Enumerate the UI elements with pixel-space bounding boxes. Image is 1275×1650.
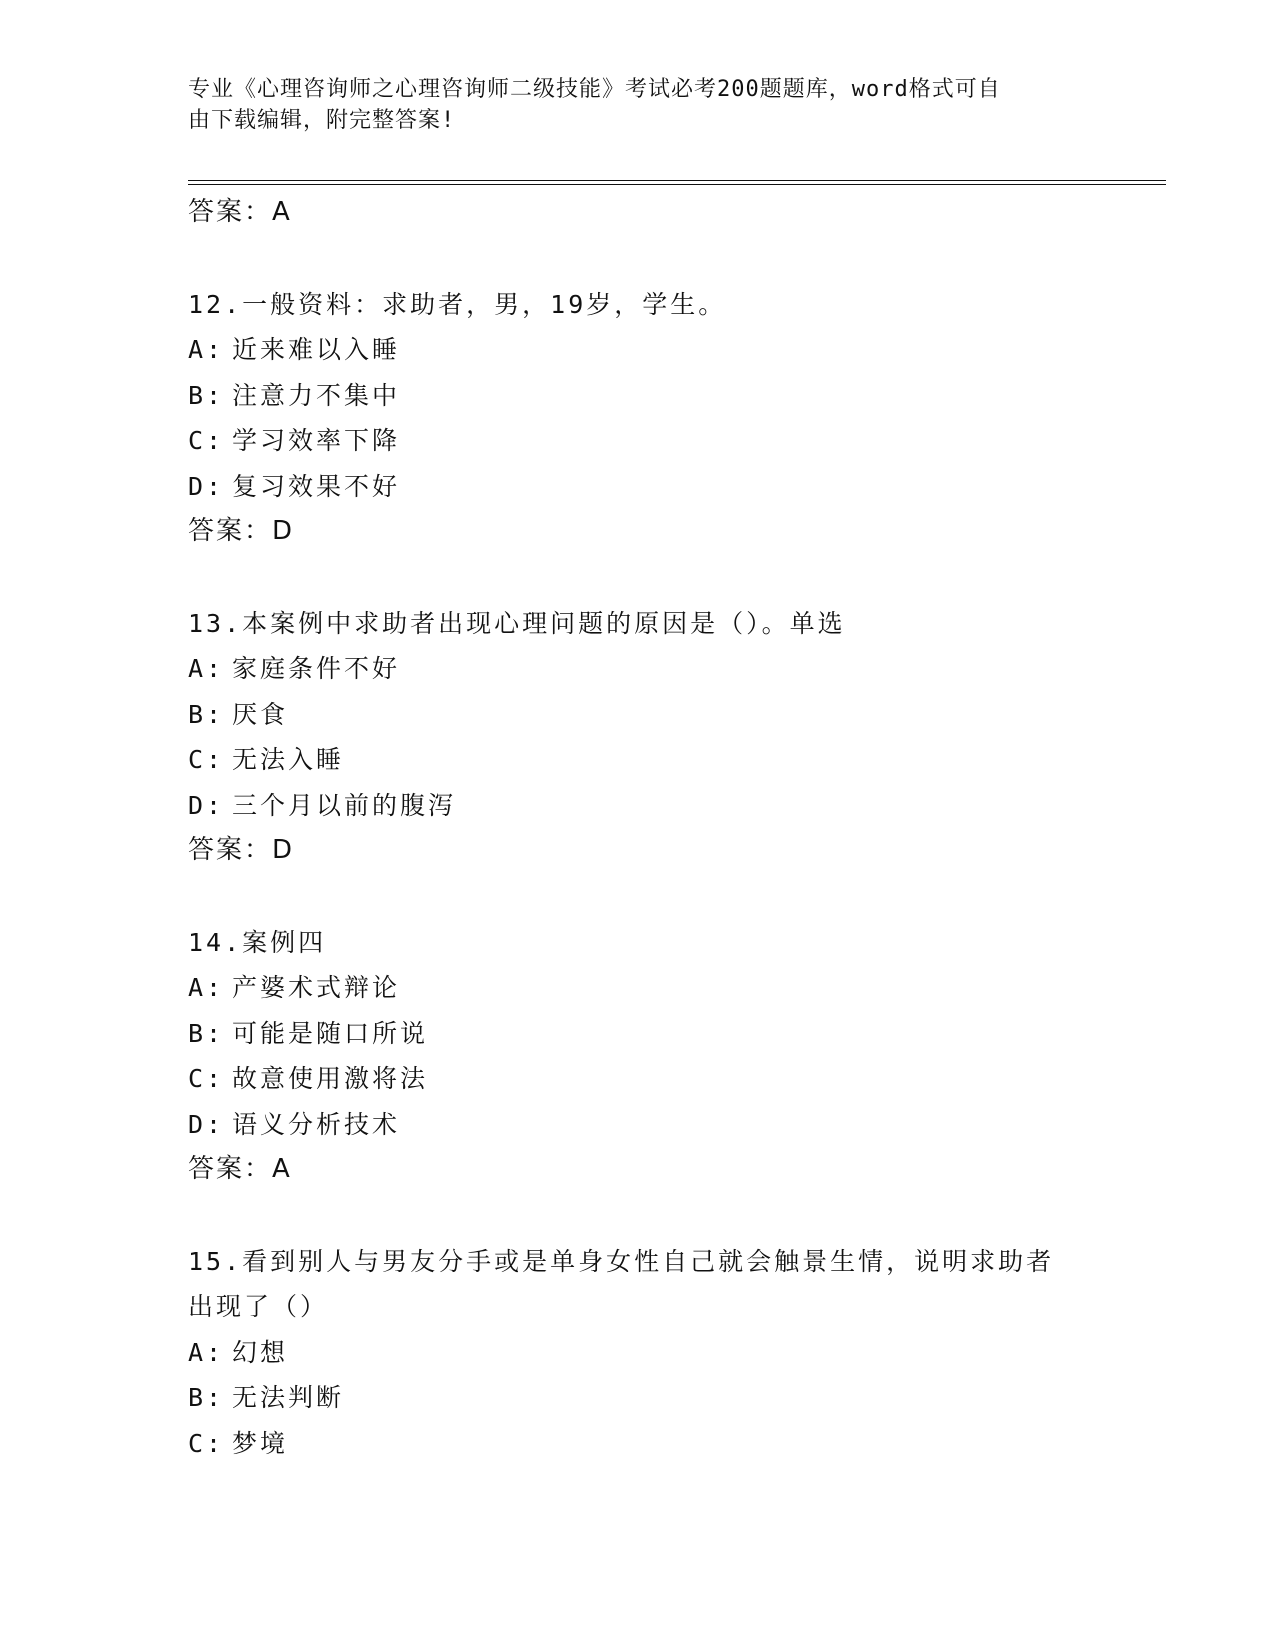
option-a <box>188 965 1088 1011</box>
question-stem: 13.本案例中求助者出现心理问题的原因是（）。单选 <box>188 608 846 638</box>
option-letter: C: <box>188 745 225 774</box>
option-text: 厌食 <box>232 699 289 729</box>
option-letter: B: <box>188 1018 225 1048</box>
option-b <box>188 1011 1088 1057</box>
answer-line: 答案：D <box>188 835 295 865</box>
option-d <box>188 464 1088 510</box>
option-text: 复习效果不好 <box>232 471 401 501</box>
option-text: 无法判断 <box>232 1383 345 1412</box>
option-letter: C: <box>188 1428 225 1458</box>
option-text: 故意使用激将法 <box>232 1064 429 1093</box>
question-13 <box>188 601 1088 874</box>
option-letter: D: <box>188 471 225 501</box>
answer-line: 答案：A <box>188 197 292 227</box>
option-a <box>188 327 1088 373</box>
question-stem: 12.一般资料：求助者，男，19岁，学生。 <box>188 289 727 319</box>
answer-line: 答案：A <box>188 1154 292 1184</box>
option-text: 家庭条件不好 <box>232 654 401 683</box>
option-letter: A: <box>188 335 225 364</box>
option-b <box>188 373 1088 419</box>
option-letter: B: <box>188 1383 225 1412</box>
option-b <box>188 692 1088 738</box>
document-header <box>188 74 1088 136</box>
question-12 <box>188 282 1088 555</box>
option-a <box>188 646 1088 692</box>
option-text: 产婆术式辩论 <box>232 973 401 1002</box>
option-text: 三个月以前的腹泻 <box>232 790 457 820</box>
option-d <box>188 783 1088 829</box>
option-letter: A: <box>188 1337 225 1367</box>
option-letter: B: <box>188 699 225 729</box>
question-stem-line-1: 15.看到别人与男友分手或是单身女性自己就会触景生情，说明求助者 <box>188 1246 1055 1276</box>
option-d <box>188 1102 1088 1148</box>
option-text: 语义分析技术 <box>232 1109 401 1139</box>
question-14 <box>188 920 1088 1193</box>
question-stem: 14.案例四 <box>188 927 327 957</box>
option-letter: B: <box>188 380 225 410</box>
option-text: 梦境 <box>232 1428 289 1458</box>
option-b <box>188 1375 1088 1421</box>
option-text: 可能是随口所说 <box>232 1018 429 1048</box>
option-letter: C: <box>188 426 225 455</box>
option-c <box>188 418 1088 464</box>
option-text: 注意力不集中 <box>232 380 401 410</box>
question-list <box>188 190 1088 1466</box>
option-letter: C: <box>188 1064 225 1093</box>
header-divider <box>188 180 1166 185</box>
header-line-2: 由下载编辑，附完整答案! <box>188 108 456 133</box>
option-text: 无法入睡 <box>232 745 345 774</box>
option-letter: D: <box>188 1109 225 1139</box>
option-text: 学习效率下降 <box>232 426 401 455</box>
header-line-1: 专业《心理咨询师之心理咨询师二级技能》考试必考200题题库，word格式可自 <box>188 77 1001 102</box>
option-text: 近来难以入睡 <box>232 335 401 364</box>
option-text: 幻想 <box>232 1337 289 1367</box>
option-letter: A: <box>188 973 225 1002</box>
option-c <box>188 737 1088 783</box>
option-letter: D: <box>188 790 225 820</box>
option-c <box>188 1421 1088 1467</box>
option-a <box>188 1330 1088 1376</box>
answer-line: 答案：D <box>188 516 295 546</box>
option-c <box>188 1056 1088 1102</box>
question-stem-line-2: 出现了（） <box>188 1292 329 1321</box>
question-15 <box>188 1239 1088 1467</box>
option-letter: A: <box>188 654 225 683</box>
